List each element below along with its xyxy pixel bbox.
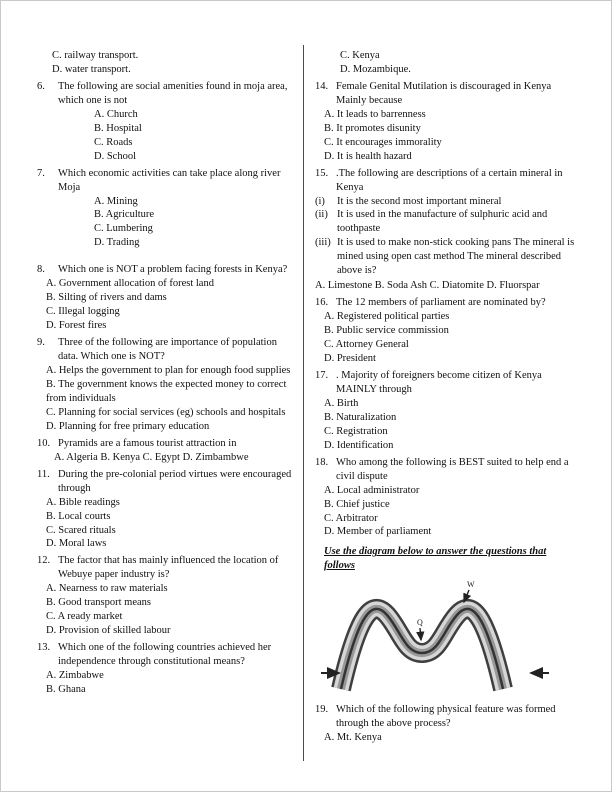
option: A. Mt. Kenya — [324, 732, 382, 744]
question-number: 15. — [315, 167, 329, 179]
question-text: Pyramids are a famous tourist attraction in — [58, 437, 237, 449]
options-list — [324, 108, 578, 164]
question-7 — [37, 167, 297, 251]
option: B. Chief justice — [324, 498, 390, 510]
roman-item-label: (iii) — [315, 237, 331, 249]
option: C. railway transport. — [52, 50, 139, 61]
roman-item-label: (i) — [315, 195, 325, 207]
option: B. Local courts — [46, 510, 111, 522]
question-number: 13. — [37, 642, 51, 654]
option: B. It promotes disunity — [324, 122, 421, 134]
question-14 — [315, 80, 578, 164]
question-number: 18. — [315, 456, 329, 468]
question-16 — [315, 296, 578, 366]
option: C. Lumbering — [94, 223, 153, 235]
options-list — [94, 195, 297, 251]
roman-item-ii — [315, 208, 578, 236]
option: B. Agriculture — [94, 209, 155, 221]
option: D. Member of parliament — [324, 526, 432, 538]
question-12 — [37, 554, 297, 638]
options-list — [46, 582, 297, 638]
option: A. Registered political parties — [324, 311, 450, 323]
question-6 — [37, 80, 297, 164]
option: C. It encourages immorality — [324, 136, 442, 148]
question-text: Which one of the following countries achieved her independence through constitutional means? — [58, 642, 272, 668]
diagram-label-q: Q — [417, 618, 423, 628]
option: C. Planning for social services (eg) schools and hospitals — [46, 406, 286, 418]
question-number: 14. — [315, 80, 329, 92]
question-text: Which of the following physical feature was formed through the above process? — [336, 704, 556, 730]
option: A. Nearness to raw materials — [46, 583, 168, 595]
options-list — [94, 108, 297, 164]
options-list — [46, 496, 297, 552]
answer-choices-line: A. Limestone B. Soda Ash C. Diatomite D. Fluorspar — [315, 280, 540, 292]
fold-mountain-diagram — [319, 577, 578, 695]
option: C. A ready market — [46, 611, 123, 623]
column-divider — [303, 45, 304, 761]
question-number: 10. — [37, 437, 51, 449]
option: A. Helps the government to plan for enough food supplies — [46, 365, 291, 377]
option: A. It leads to barrenness — [324, 108, 426, 120]
roman-item-text: It is used to make non-stick cooking pans The mineral is mined using open cast method The mineral described above is? — [337, 237, 575, 277]
question-number: 17. — [315, 369, 329, 381]
options-list — [46, 364, 297, 434]
option: A. Local administrator — [324, 484, 420, 496]
option: B. Ghana — [46, 683, 86, 695]
option: A. Zimbabwe — [46, 670, 104, 682]
option: A. Mining — [94, 195, 138, 207]
question-17 — [315, 369, 578, 453]
question-15 — [315, 167, 578, 195]
question-text: During the pre-colonial period virtues were encouraged through — [58, 468, 292, 494]
option: D. President — [324, 353, 376, 365]
option: C. Roads — [94, 136, 133, 148]
option: D. Identification — [324, 439, 394, 451]
question-text: Which economic activities can take place along river Moja — [58, 167, 281, 193]
option: D. Trading — [94, 237, 140, 249]
option: B. Hospital — [94, 122, 142, 134]
option: C. Illegal logging — [46, 306, 120, 318]
column-right — [315, 49, 578, 745]
question-text: The following are social amenities found in moja area, which one is not — [58, 80, 288, 106]
option: A. Government allocation of forest land — [46, 278, 214, 290]
option: D. Planning for free primary education — [46, 420, 210, 432]
option: B. Silting of rivers and dams — [46, 292, 167, 304]
question-number: 8. — [37, 264, 45, 276]
diagram-instruction: Use the diagram below to answer the questions that follows — [324, 546, 547, 572]
option: D. Moral laws — [46, 538, 107, 550]
options-list — [324, 397, 578, 453]
option: D. It is health hazard — [324, 150, 412, 162]
question-number: 19. — [315, 704, 329, 716]
option: B. Good transport means — [46, 597, 151, 609]
question-text: Which one is NOT a problem facing forests in Kenya? — [58, 264, 288, 276]
question-13 — [37, 641, 297, 697]
roman-item-i — [315, 195, 578, 209]
question-text: The factor that has mainly influenced the location of Webuye paper industry is? — [58, 555, 279, 581]
label-q-pointer-arrow — [420, 628, 421, 640]
question-number: 7. — [37, 167, 45, 179]
question-text: Three of the following are importance of population data. Which one is NOT? — [58, 337, 277, 363]
options-list — [324, 484, 578, 540]
question-text: The 12 members of parliament are nominated by? — [336, 297, 546, 309]
option: B. The government knows the expected money to correct from individuals — [46, 378, 287, 404]
fold-diagram-svg — [319, 577, 551, 695]
option: C. Scared rituals — [46, 524, 116, 536]
options-list — [46, 277, 297, 333]
option: D. Mozambique. — [340, 63, 411, 75]
roman-item-iii — [315, 236, 578, 278]
question-8 — [37, 263, 297, 333]
roman-item-label: (ii) — [315, 209, 328, 221]
option: C. Registration — [324, 425, 388, 437]
question-text: Female Genital Mutilation is discouraged in Kenya Mainly because — [336, 80, 552, 106]
option: D. School — [94, 150, 136, 162]
question-18 — [315, 456, 578, 540]
options-list — [46, 669, 297, 697]
question-number: 9. — [37, 337, 45, 349]
option: A. Church — [94, 108, 138, 120]
question-text: .The following are descriptions of a certain mineral in Kenya — [336, 167, 563, 193]
options-list — [324, 731, 578, 745]
question-number: 6. — [37, 80, 45, 92]
option: C. Arbitrator — [324, 512, 378, 524]
options-list — [54, 451, 297, 465]
option: D. Forest fires — [46, 320, 107, 332]
question-9 — [37, 336, 297, 434]
question-text: Who among the following is BEST suited to help end a civil dispute — [336, 456, 569, 482]
question-number: 16. — [315, 297, 329, 309]
question-text: . Majority of foreigners become citizen of Kenya MAINLY through — [336, 369, 542, 395]
question-10 — [37, 437, 297, 465]
option: B. Public service commission — [324, 325, 449, 337]
option: D. water transport. — [52, 63, 131, 75]
question-number: 11. — [37, 468, 50, 480]
option: A. Bible readings — [46, 496, 120, 508]
question-11 — [37, 468, 297, 552]
options-list — [324, 310, 578, 366]
column-left — [37, 49, 297, 697]
question-number: 12. — [37, 555, 51, 567]
option: C. Kenya — [340, 50, 380, 61]
option: D. Provision of skilled labour — [46, 625, 171, 637]
option: A. Birth — [324, 397, 359, 409]
option: C. Attorney General — [324, 339, 409, 351]
option: B. Naturalization — [324, 411, 397, 423]
diagram-label-w: W — [467, 580, 475, 590]
roman-item-text: It is used in the manufacture of sulphuric acid and toothpaste — [337, 209, 548, 235]
question-19 — [315, 703, 578, 745]
option: A. Algeria B. Kenya C. Egypt D. Zimbambwe — [54, 451, 249, 463]
roman-item-text: It is the second most important mineral — [337, 195, 502, 207]
